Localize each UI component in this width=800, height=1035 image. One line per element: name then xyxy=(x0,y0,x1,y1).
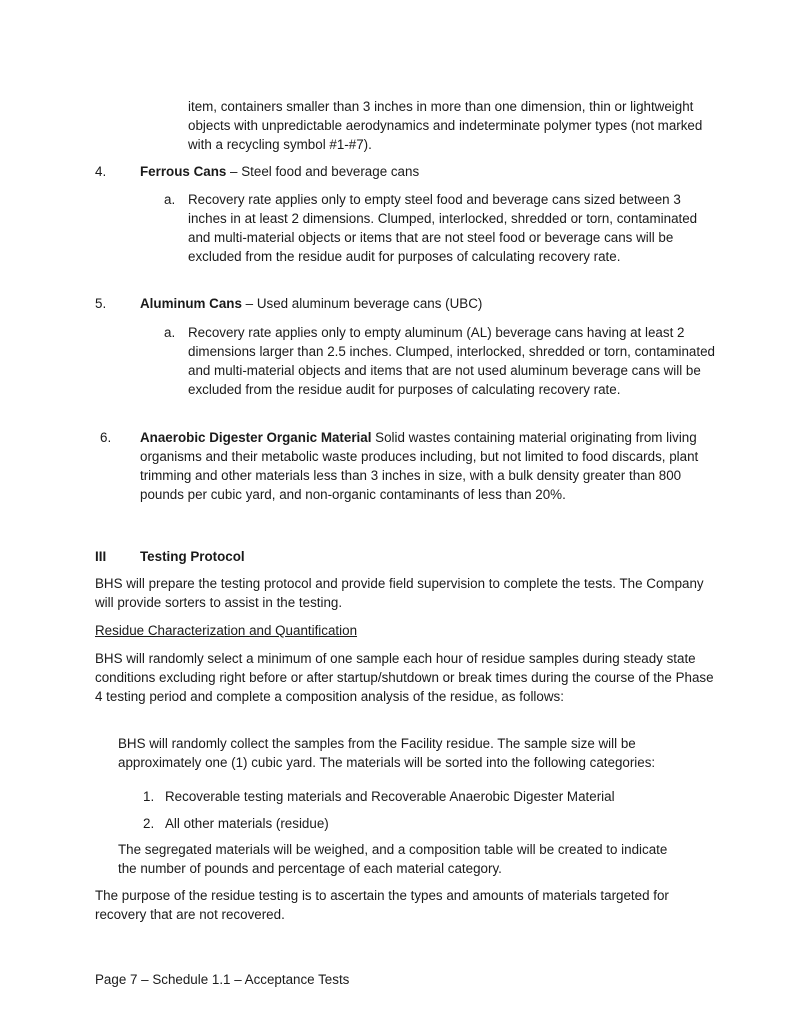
item-desc: – Steel food and beverage cans xyxy=(226,164,420,179)
section-number: III xyxy=(95,549,107,564)
sub-item-letter: a. xyxy=(164,192,176,207)
item-number: 4. xyxy=(95,164,107,179)
paragraph-2: BHS will randomly collect the samples from the Facility residue. The sample size will be approximately one (1) cubic yard. The materials will be sorted into the following categories: xyxy=(118,736,656,770)
section-intro: BHS will prepare the testing protocol and provide field supervision to complete the tests. The Company will provide sorters to assist in the testing. xyxy=(95,576,704,610)
page-footer: Page 7 – Schedule 1.1 – Acceptance Tests xyxy=(95,972,350,987)
subheading: Residue Characterization and Quantification xyxy=(95,623,358,638)
item-number: 5. xyxy=(95,296,107,311)
item-heading xyxy=(140,162,730,181)
category-number: 1. xyxy=(143,789,155,804)
continuation-text: item, containers smaller than 3 inches in more than one dimension, thin or lightweight objects with unpredictable aerodynamics and indeterminate polymer types (not marked with a recycling symbol #1-#7). xyxy=(188,99,703,152)
paragraph-1: BHS will randomly select a minimum of one sample each hour of residue samples during steady state conditions excluding right before or after startup/shutdown or break times during the course of the Phase 4 testing period and complete a composition analysis of the residue, as follows: xyxy=(95,651,714,704)
section-title: Testing Protocol xyxy=(140,549,245,564)
item-title: Ferrous Cans xyxy=(140,164,227,179)
item-title: Aluminum Cans xyxy=(140,296,242,311)
item-number: 6. xyxy=(100,430,112,445)
item-paragraph xyxy=(140,428,718,504)
category-number: 2. xyxy=(143,816,155,831)
item-desc: – Used aluminum beverage cans (UBC) xyxy=(241,296,483,311)
paragraph-4: The purpose of the residue testing is to ascertain the types and amounts of materials targeted for recovery that are not recovered. xyxy=(95,888,669,922)
category-item: All other materials (residue) xyxy=(165,816,329,831)
sub-item-text: Recovery rate applies only to empty aluminum (AL) beverage cans having at least 2 dimensions larger than 2.5 inches. Clumped, interlocked, shredded or torn, contaminated and multi-material objects and items that are not used aluminum beverage cans will be excluded from the residue audit for purposes of calculating recovery rate. xyxy=(188,325,715,397)
item-title: Anaerobic Digester Organic Material xyxy=(140,430,372,445)
item-heading xyxy=(140,294,730,313)
sub-item-letter: a. xyxy=(164,325,176,340)
paragraph-3: The segregated materials will be weighed, and a composition table will be created to indicate the number of pounds and percentage of each material category. xyxy=(118,842,668,876)
item-desc: Solid wastes containing material originating from living organisms and their metabolic waste produces including, but not limited to food discards, plant trimming and other materials less than 3 inches in size, with a bulk density greater than 800 pounds per cubic yard, and non-organic contaminants of less than 20%. xyxy=(140,430,699,502)
category-item: Recoverable testing materials and Recoverable Anaerobic Digester Material xyxy=(165,789,615,804)
sub-item-text: Recovery rate applies only to empty steel food and beverage cans sized between 3 inches in at least 2 dimensions. Clumped, interlocked, shredded or torn, contaminated and multi-material objects or items that are not steel food or beverage cans will be excluded from the residue audit for purposes of calculating recovery rate. xyxy=(188,192,698,264)
